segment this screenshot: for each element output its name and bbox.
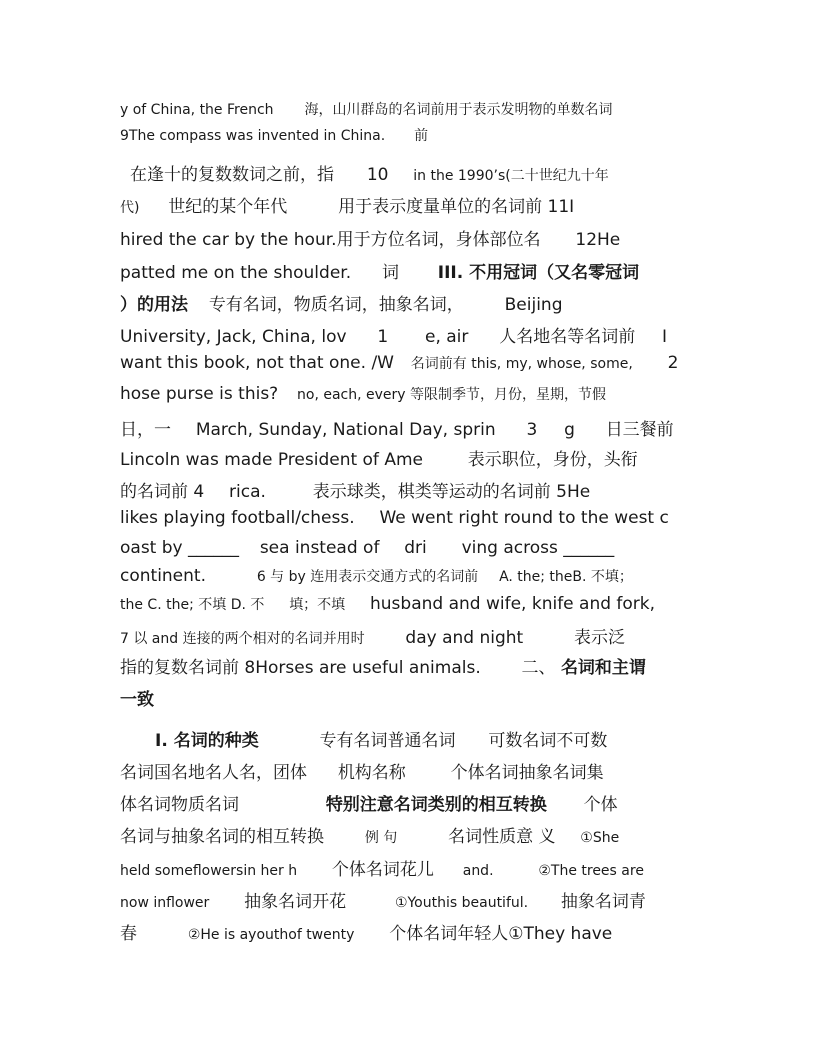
text-fragment: 机构名称 [337, 763, 406, 783]
text-fragment: ）的用法 [120, 295, 188, 315]
text-fragment: 代) [120, 200, 140, 216]
text-fragment: 体名词物质名词 [120, 795, 239, 815]
text-fragment: ving across ______ [461, 538, 615, 558]
text-fragment: 世纪的某个年代 [168, 197, 288, 217]
text-fragment: ②He is ayouthof twenty [187, 927, 355, 943]
text-fragment: the C. the; 不填 D. 不 [120, 597, 265, 613]
text-line [120, 192, 574, 217]
text-fragment: 名词与抽象名词的相互转换 [120, 827, 324, 847]
text-fragment: 10 [366, 165, 389, 185]
text-line [120, 415, 674, 440]
text-fragment: 个体名词抽象名词集 [450, 763, 604, 783]
text-fragment: 词 [381, 263, 399, 283]
text-fragment: 表示泛 [574, 628, 626, 648]
text-fragment: hired the car by the hour.用于方位名词，身体部位名 [120, 230, 541, 250]
text-fragment: 名词国名地名人名，团体 [120, 763, 307, 783]
text-line [120, 566, 633, 586]
text-fragment: ①She [580, 830, 620, 846]
text-fragment: likes playing football/chess. [120, 508, 355, 528]
text-line [120, 290, 562, 315]
text-line [120, 822, 619, 847]
text-fragment: dri [404, 538, 427, 558]
text-line [120, 353, 678, 373]
text-fragment: 9The compass was invented in China. [120, 128, 386, 144]
text-fragment: 用于表示度量单位的名词前 11I [338, 197, 575, 217]
text-line [120, 758, 604, 783]
text-fragment: rica. [229, 482, 266, 502]
text-fragment: 名词和主谓 [560, 658, 646, 678]
text-line [120, 99, 612, 119]
text-line [120, 225, 620, 250]
text-line [120, 855, 644, 880]
text-fragment: 抽象名词开花 [244, 892, 347, 912]
text-line [155, 726, 607, 751]
text-fragment: and. [462, 863, 494, 879]
text-fragment: 3 [526, 420, 538, 440]
text-fragment: 特别注意名词类别的相互转换 [325, 795, 547, 815]
text-fragment: ①Youthis beautiful. [394, 895, 529, 911]
text-fragment: now inflower [120, 895, 210, 911]
text-line [120, 623, 625, 648]
text-fragment: 日，一 [120, 420, 171, 440]
text-fragment: 7 以 and 连接的两个相对的名词并用时 [120, 631, 365, 647]
text-line [120, 887, 646, 912]
text-fragment: hose purse is this? [120, 384, 279, 404]
text-line [130, 160, 609, 185]
text-fragment: oast by ______ [120, 538, 239, 558]
text-fragment: 海，山川群岛的名词前用于表示发明物的单数名词 [304, 102, 613, 118]
text-fragment: 专有名词，物质名词，抽象名词， [208, 295, 464, 315]
text-fragment: 12He [575, 230, 621, 250]
text-fragment: 表示职位，身份，头衔 [467, 450, 638, 470]
text-line [120, 685, 154, 710]
text-fragment: We went right round to the west c [379, 508, 669, 528]
text-fragment: in the 1990’s(二十世纪九十年 [413, 168, 609, 184]
text-line [120, 125, 428, 145]
text-fragment: y of China, the French [120, 102, 274, 118]
text-fragment: III. 不用冠词（又名零冠词 [437, 263, 640, 283]
text-fragment: ②The trees are [538, 863, 644, 879]
text-fragment: 个体名词花儿 [331, 860, 434, 880]
text-line [120, 919, 612, 944]
text-fragment: 的名词前 4 [120, 482, 205, 502]
text-line [120, 258, 639, 283]
text-fragment: 在逢十的复数数词之前，指 [130, 165, 334, 185]
text-fragment: patted me on the shoulder. [120, 263, 352, 283]
text-fragment: 日三餐前 [605, 420, 674, 440]
text-line [120, 445, 638, 470]
text-fragment: held someflowersin her h [120, 863, 298, 879]
text-line [120, 477, 590, 502]
text-fragment: 前 [414, 128, 429, 144]
text-fragment: 个体名词年轻人①They have [389, 924, 613, 944]
text-fragment: 抽象名词青 [560, 892, 646, 912]
text-fragment: Lincoln was made President of Ame [120, 450, 423, 470]
text-fragment: sea instead of [259, 538, 380, 558]
text-line [120, 790, 618, 815]
text-fragment: March, Sunday, National Day, sprin [195, 420, 496, 440]
text-fragment: University, Jack, China, lov [120, 327, 347, 347]
text-fragment: 指的复数名词前 8Horses are useful animals. [120, 658, 481, 678]
text-fragment: I [662, 327, 668, 347]
text-fragment: 填；不填 [289, 597, 346, 613]
text-line [120, 594, 655, 614]
text-fragment: g [564, 420, 575, 440]
text-fragment: want this book, not that one. /W [120, 353, 394, 373]
text-fragment: 个体 [583, 795, 618, 815]
text-fragment: 表示球类，棋类等运动的名词前 5He [312, 482, 591, 502]
text-fragment: Beijing [504, 295, 563, 315]
text-fragment: 二、 [521, 658, 556, 678]
text-fragment: 名词性质意 义 [448, 827, 556, 847]
text-fragment: 6 与 by 连用表示交通方式的名词前 [256, 569, 479, 585]
text-line [120, 384, 606, 404]
text-fragment: 人名地名等名词前 [499, 327, 636, 347]
text-fragment: no, each, every 等限制季节，月份，星期，节假 [297, 387, 607, 403]
text-fragment: A. the; theB. 不填； [499, 569, 633, 585]
text-line [120, 508, 669, 528]
text-fragment: 例 句 [364, 830, 398, 846]
text-fragment: 名词前有 this, my, whose, some, [410, 356, 633, 372]
text-fragment: day and night [405, 628, 524, 648]
section-heading: I. 名词的种类 [155, 731, 259, 751]
text-line [120, 653, 646, 678]
text-line [120, 322, 667, 347]
text-fragment: e, air [425, 327, 469, 347]
text-fragment: 专有名词普通名词 [319, 731, 456, 751]
text-fragment: 一致 [120, 690, 154, 710]
text-fragment: husband and wife, knife and fork, [370, 594, 656, 614]
text-fragment: 春 [120, 924, 137, 944]
text-fragment: 2 [667, 353, 679, 373]
text-fragment: 可数名词不可数 [488, 731, 608, 751]
text-line [120, 538, 614, 558]
text-fragment: 1 [377, 327, 389, 347]
text-fragment: continent. [120, 566, 206, 586]
